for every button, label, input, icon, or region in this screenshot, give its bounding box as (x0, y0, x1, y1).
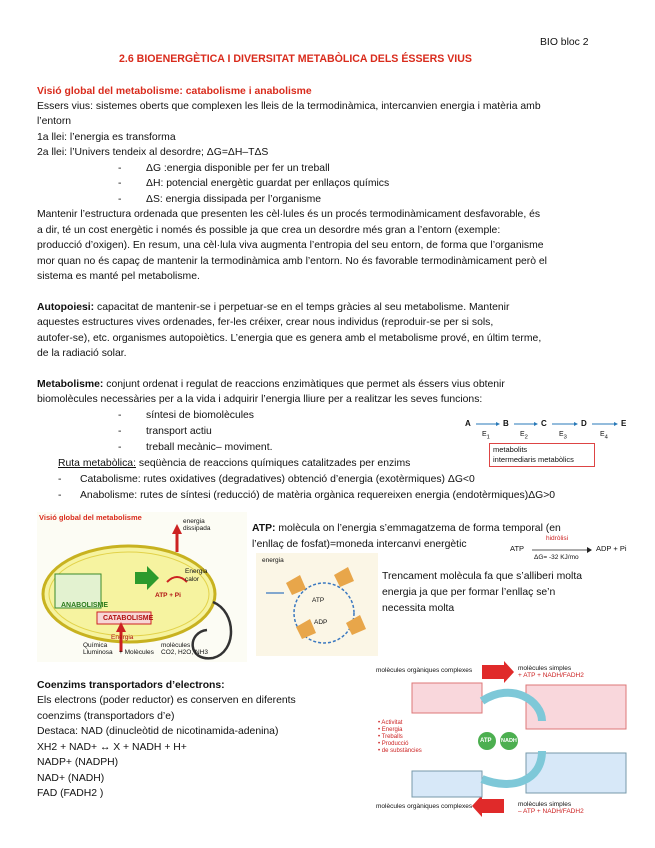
bullet-item: - ΔG :energia disponible per fer un treball (118, 163, 330, 174)
fig3-bottom-right2: – ATP + NADH/FADH2 (518, 808, 584, 815)
fig3-center-nadh: NADH (501, 738, 517, 744)
enzyme-label: $E_1$ (482, 431, 490, 441)
paragraph-line: NAD+ (NADH) (37, 773, 105, 784)
eq-bottom: ΔG= -32 KJ/mo (534, 554, 579, 561)
fig3-top-right: molècules simples (518, 665, 572, 672)
paragraph-line: biomolècules necessàries per a la vida i adquirir l’energia lliure per a realitzar les seves funcions: (37, 394, 483, 405)
paragraph-line: Els electrons (poder reductor) es conserven en diferents (37, 695, 296, 706)
cycle-atp: ATP (312, 597, 325, 604)
law-1: 1a llei: l’energia es transforma (37, 132, 176, 143)
fig3-list-item: • Treballs (378, 734, 403, 740)
paragraph-line: FAD (FADH2 ) (37, 788, 104, 799)
fig3-bottom-left: molècules orgàniques complexes (376, 803, 473, 810)
pathway-node: D (581, 419, 587, 428)
page-title: 2.6 BIOENERGÈTICA I DIVERSITAT METABÒLICA DELS ÉSSERS VIUS (119, 53, 472, 65)
paragraph-line: Trencament molècula fa que s’alliberi molta (382, 571, 583, 582)
figure-coenzims (372, 661, 634, 819)
input-energia: Energia (111, 634, 134, 641)
paragraph-line: NADP+ (NADPH) (37, 757, 119, 768)
arrow-label: dissipada (183, 525, 211, 532)
arrow-label: energia (183, 518, 205, 525)
anabolisme-label: ANABOLISME (61, 602, 109, 609)
bullet-item: - treball mecànic– moviment. (118, 442, 273, 453)
fig3-list-item: • Activitat (378, 720, 403, 726)
bullet-item: - transport actiu (118, 426, 212, 437)
fig3-top-left: molècules orgàniques complexes (376, 667, 473, 674)
paragraph-line: coenzims (transportadors d’e) (37, 711, 175, 722)
metabolits-box: metabolits intermediaris metabòlics (489, 443, 595, 467)
figure-title: Visió global del metabolisme (39, 513, 142, 522)
autopoiesi-line: Autopoiesi: capacitat de mantenir-se i perpetuar-se en el temps gràcies al seu metabolisme. Mantenir (37, 302, 510, 313)
catabolisme-label: CATABOLISME (103, 615, 154, 622)
cycle-adp: ADP (314, 619, 328, 626)
bullet-item: - ΔS: energia dissipada per l’organisme (118, 194, 322, 205)
paragraph-line: energia ja que per formar l’enllaç se’n (382, 587, 556, 598)
paragraph-line: Mantenir l’estructura ordenada que presenten les cèl·lules és un procés termodinàmicament desfavorable, és (37, 209, 541, 220)
paragraph-line: producció d’oxigen). En resum, una cèl·lula viva augmenta l’entropia del seu entorn, de forma que l’organisme (37, 240, 544, 251)
section-heading-metabolisme: Visió global del metabolisme: catabolisme i anabolisme (37, 86, 312, 97)
paragraph-line: aquestes estructures vives ordenades, fer-les créixer, crear nous individus (reproduir-se per si sols, (37, 317, 494, 328)
eq-top: hidròlisi (546, 535, 569, 542)
fig3-list-item: • Energia (378, 727, 403, 733)
pathway-node: B (503, 419, 509, 428)
paragraph-line: l’entorn (37, 116, 72, 127)
paragraph-line: necessita molta (382, 603, 455, 614)
enzyme-label: $E_2$ (520, 431, 528, 441)
law-2: 2a llei: l’Univers tendeix al desordre; ΔG=ΔH–TΔS (37, 147, 269, 158)
atp-label: ATP + Pi (155, 592, 181, 599)
ruta-line: Ruta metabòlica: seqüència de reaccions químiques catalitzades per enzims (58, 458, 411, 469)
eq-arrow (532, 546, 592, 554)
fig3-list-item: • de substàncies (378, 748, 422, 754)
eq-left: ATP (510, 544, 525, 553)
bloc-label: BIO bloc 2 (540, 37, 589, 48)
paragraph-line: autofer-se), etc. organismes autopoiètics. L’energia que es genera amb el metabolisme prové, en últim terme, (37, 333, 542, 344)
anabolisme-line: - Anabolisme: rutes de síntesi (reducció) de matèria orgànica requereixen energia (endotèrmiques)ΔG>0 (58, 490, 556, 501)
pathway-node: E (621, 419, 627, 428)
pathway-node: A (465, 419, 471, 428)
metabolisme-line: Metabolisme: conjunt ordenat i regulat de reaccions enzimàtiques que permet als éssers vius obtenir (37, 379, 505, 390)
metabolism-cell-drawing (37, 512, 247, 662)
catabolisme-line: - Catabolisme: rutes oxidatives (degradatives) obtenció d’energia (exotèrmiques) ΔG<0 (58, 474, 475, 485)
enzyme-label: $E_3$ (559, 431, 567, 441)
fig3-top-right2: + ATP + NADH/FADH2 (518, 672, 584, 679)
paragraph-line: l’enllaç de fosfat)=moneda intercanvi energètic (252, 539, 467, 550)
cycle-label: energia (262, 557, 284, 564)
atp-equation (510, 533, 645, 563)
fig3-center-atp: ATP (480, 738, 492, 744)
atp-line: ATP: molècula on l’energia s’emmagatzema de forma temporal (en (252, 523, 561, 534)
input-quimica: Química (83, 642, 108, 649)
input-molecules: + Molècules (119, 649, 154, 656)
section-heading-coenzims: Coenzims transportadors d’electrons: (37, 680, 225, 691)
bullet-item: - síntesi de biomolècules (118, 410, 255, 421)
paragraph-line: sistema es manté pel metabolisme. (37, 271, 200, 282)
bullet-item: - ΔH: potencial energètic guardat per enllaços químics (118, 178, 390, 189)
fig3-list-item: • Producció (378, 741, 409, 747)
eq-right: ADP + Pi (596, 544, 627, 553)
figure-metabolisme-global (37, 512, 247, 662)
paragraph-line: mor quan no és capaç de mantenir la termodinàmica amb l’entorn. No és favorable termodinàmicament però el (37, 256, 547, 267)
pathway-node: C (541, 419, 547, 428)
paragraph-line: a dir, té un cost energètic i només és possible ja que crea un desordre més gran a l’entorn (exemple: (37, 225, 501, 236)
input-lluminosa: Lluminosa (83, 649, 113, 656)
output-molecules: molècules (161, 642, 191, 649)
figure-atp-cycle (256, 553, 378, 656)
energia-label: Energia (185, 568, 208, 575)
pathway-diagram (462, 417, 642, 471)
fig3-bottom-right: molècules simples (518, 801, 572, 808)
paragraph-line: XH2 + NAD+ ↔ X + NADH + H+ (37, 742, 187, 753)
enzyme-label: $E_4$ (600, 431, 608, 441)
output-co2: CO2, H2O, NH3 (161, 649, 208, 656)
paragraph-line: de la radiació solar. (37, 348, 127, 359)
calor-label: calor (185, 576, 200, 583)
paragraph-line: Essers vius: sistemes oberts que complexen les lleis de la termodinàmica, intercanvien energia i matèria amb (37, 101, 541, 112)
paragraph-line: Destaca: NAD (dinucleòtid de nicotinamida-adenina) (37, 726, 279, 737)
